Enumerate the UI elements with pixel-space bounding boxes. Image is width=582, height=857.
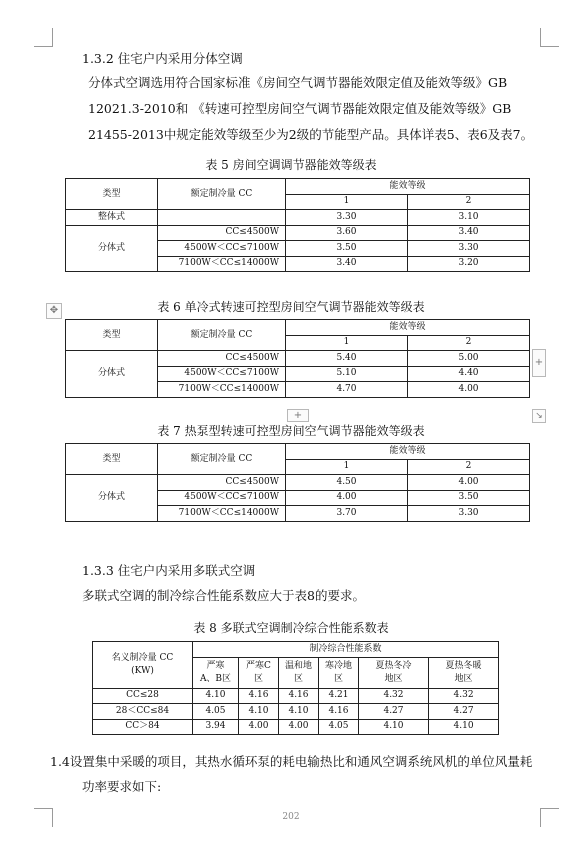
cell-value: 4.32: [429, 688, 499, 704]
cell-value: 4.70: [286, 382, 408, 398]
cell-value: 4.10: [193, 688, 239, 704]
cell-rated: CC≤4500W: [158, 351, 286, 367]
cell-value: 4.32: [359, 688, 429, 704]
corner-mark-top-right: [540, 28, 559, 47]
paragraph-line: 21455-2013中规定能效等级至少为2级的节能型产品。具体详表5、表6及表7。: [88, 127, 534, 142]
cell-rated: CC≤4500W: [158, 475, 286, 491]
table-6: [65, 319, 530, 398]
cell-type: 整体式: [66, 210, 158, 226]
header-type: 类型: [66, 179, 158, 210]
header-grade-1: 1: [286, 459, 408, 475]
cell-value: 3.50: [408, 490, 530, 506]
cell-rated: CC≤4500W: [158, 225, 286, 241]
table-row: [66, 225, 530, 241]
paragraph-1-4-line: 1.4设置集中采暖的项目，其热水循环泵的耗电输热比和通风空调系统风机的单位风量耗: [50, 754, 533, 769]
header-climate-zone: 夏热冬冷 地区: [359, 657, 429, 688]
cell-value: 4.00: [408, 475, 530, 491]
cell-value: 3.30: [408, 506, 530, 522]
cell-value: 4.21: [319, 688, 359, 704]
cell-rated: 7100W＜CC≤14000W: [158, 382, 286, 398]
cell-rated: CC＞84: [93, 719, 193, 735]
cell-value: 4.10: [429, 719, 499, 735]
cell-value: 4.00: [286, 490, 408, 506]
cell-rated: 4500W＜CC≤7100W: [158, 490, 286, 506]
cell-rated: 4500W＜CC≤7100W: [158, 366, 286, 382]
cell-rated: 4500W＜CC≤7100W: [158, 241, 286, 257]
header-rated-label: 名义制冷量 CC: [111, 652, 174, 663]
add-column-button[interactable]: +: [532, 349, 546, 377]
cell-rated: 7100W＜CC≤14000W: [158, 506, 286, 522]
header-grade-1: 1: [286, 194, 408, 210]
table-row: [66, 351, 530, 367]
table-row: [93, 719, 499, 735]
cell-value: 3.10: [408, 210, 530, 226]
cell-value: 4.16: [279, 688, 319, 704]
header-climate-zone: 温和地 区: [279, 657, 319, 688]
cell-type: 分体式: [66, 225, 158, 272]
table-row: [66, 210, 530, 226]
table-6-caption: 表 6 单冷式转速可控型房间空气调节器能效等级表: [157, 300, 425, 314]
header-climate-zone: 严寒C 区: [239, 657, 279, 688]
cell-rated: [158, 210, 286, 226]
header-grade-2: 2: [408, 194, 530, 210]
header-grade-2: 2: [408, 335, 530, 351]
header-rated-unit: (KW): [131, 665, 154, 676]
cell-type: 分体式: [66, 351, 158, 398]
table-row: [66, 475, 530, 491]
section-heading-1-3-2: 1.3.2 住宅户内采用分体空调: [82, 51, 243, 66]
paragraph-line: 分体式空调选用符合国家标准《房间空气调节器能效限定值及能效等级》GB: [88, 75, 508, 90]
page-number: 202: [282, 812, 300, 822]
table-row: [93, 688, 499, 704]
cell-rated: 28＜CC≤84: [93, 704, 193, 720]
table-move-handle[interactable]: ✥: [46, 303, 62, 319]
header-grade: 能效等级: [286, 320, 530, 336]
header-rated-capacity: 额定制冷量 CC: [158, 320, 286, 351]
cell-value: 4.00: [239, 719, 279, 735]
cell-rated: 7100W＜CC≤14000W: [158, 256, 286, 272]
cell-value: 4.27: [429, 704, 499, 720]
table-5: [65, 178, 530, 272]
cell-value: 3.40: [286, 256, 408, 272]
cell-value: 3.30: [286, 210, 408, 226]
cell-type: 分体式: [66, 475, 158, 522]
header-climate-zone: 寒冷地 区: [319, 657, 359, 688]
header-grade-2: 2: [408, 459, 530, 475]
cell-value: 4.00: [408, 382, 530, 398]
table-row: [93, 704, 499, 720]
table-7: [65, 443, 530, 522]
header-type: 类型: [66, 444, 158, 475]
cell-value: 5.00: [408, 351, 530, 367]
cell-value: 3.40: [408, 225, 530, 241]
paragraph-1-4-line: 功率要求如下:: [82, 779, 162, 794]
table-resize-handle[interactable]: ↘: [532, 409, 546, 423]
cell-value: 5.10: [286, 366, 408, 382]
paragraph-line: 12021.3-2010和 《转速可控型房间空气调节器能效限定值及能效等级》GB: [88, 101, 512, 116]
corner-mark-top-left: [34, 28, 53, 47]
cell-value: 4.10: [279, 704, 319, 720]
cell-value: 4.00: [279, 719, 319, 735]
header-rated-capacity: [93, 642, 193, 689]
cell-value: 4.16: [319, 704, 359, 720]
header-grade-1: 1: [286, 335, 408, 351]
table-8: [92, 641, 499, 735]
cell-value: 3.70: [286, 506, 408, 522]
cell-value: 3.20: [408, 256, 530, 272]
header-rated-capacity: 额定制冷量 CC: [158, 179, 286, 210]
table-7-caption: 表 7 热泵型转速可控型房间空气调节器能效等级表: [157, 424, 425, 438]
cell-rated: CC≤28: [93, 688, 193, 704]
cell-value: 4.40: [408, 366, 530, 382]
cell-value: 4.27: [359, 704, 429, 720]
cell-value: 4.05: [319, 719, 359, 735]
header-type: 类型: [66, 320, 158, 351]
header-grade: 能效等级: [286, 444, 530, 460]
cell-value: 3.60: [286, 225, 408, 241]
table-5-caption: 表 5 房间空调调节器能效等级表: [205, 158, 377, 172]
cell-value: 3.50: [286, 241, 408, 257]
header-climate-zone: 严寒 A、B区: [193, 657, 239, 688]
table-8-caption: 表 8 多联式空调制冷综合性能系数表: [193, 621, 389, 635]
header-grade: 能效等级: [286, 179, 530, 195]
paragraph-line: 多联式空调的制冷综合性能系数应大于表8的要求。: [82, 588, 365, 603]
cell-value: 4.50: [286, 475, 408, 491]
cell-value: 3.94: [193, 719, 239, 735]
cell-value: 4.05: [193, 704, 239, 720]
header-climate-zone: 夏热冬暖 地区: [429, 657, 499, 688]
cell-value: 4.10: [359, 719, 429, 735]
add-row-button[interactable]: +: [287, 409, 309, 422]
section-heading-1-3-3: 1.3.3 住宅户内采用多联式空调: [82, 563, 256, 578]
cell-value: 4.16: [239, 688, 279, 704]
cell-value: 3.30: [408, 241, 530, 257]
header-rated-capacity: 额定制冷量 CC: [158, 444, 286, 475]
header-performance: 制冷综合性能系数: [193, 642, 499, 658]
cell-value: 5.40: [286, 351, 408, 367]
cell-value: 4.10: [239, 704, 279, 720]
